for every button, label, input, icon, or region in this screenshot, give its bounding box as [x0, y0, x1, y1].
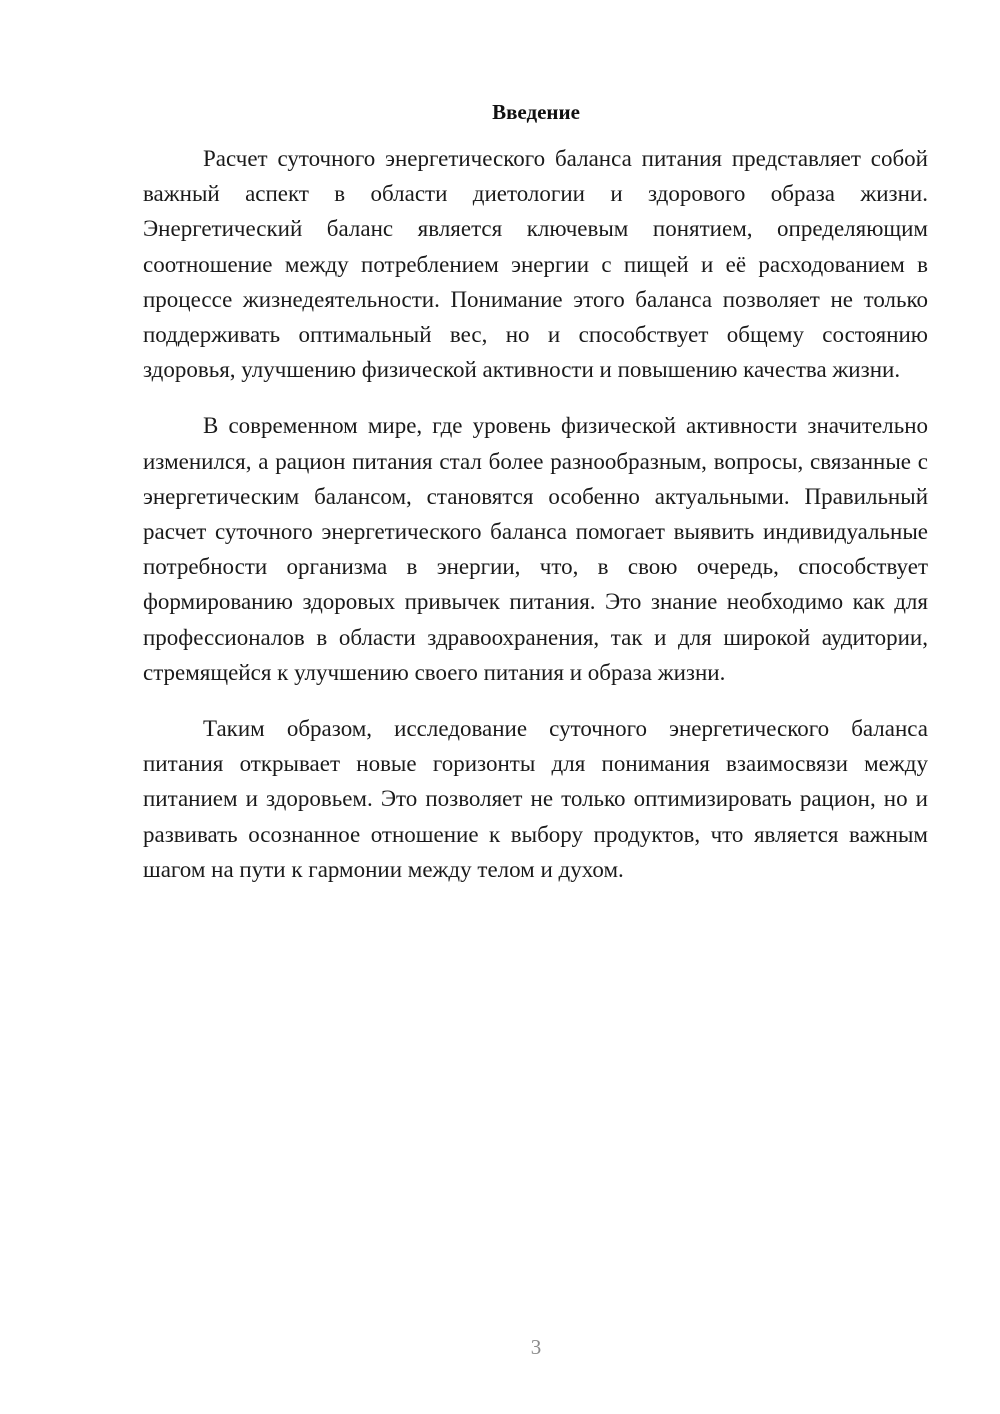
body-text [143, 141, 928, 908]
paragraph-1: Расчет суточного энергетического баланса питания представляет собой важный аспект в области диетологии и здорового образа жизни. Энергетический баланс является ключевым понятием, определяющим соотношение между потреблением энергии с пищей и её расходованием в процессе жизнедеятельности. Понимание этого баланса позволяет не только поддерживать оптимальный вес, но и способствует общему состоянию здоровья, улучшению физической активности и повышению качества жизни. [143, 146, 928, 383]
section-title: Введение [492, 100, 580, 124]
page-number: 3 [530, 1335, 542, 1359]
paragraph-3: Таким образом, исследование суточного энергетического баланса питания открывает новые горизонты для понимания взаимосвязи между питанием и здоровьем. Это позволяет не только оптимизировать рацион, но и развивать осознанное отношение к выбору продуктов, что является важным шагом на пути к гармонии между телом и духом. [143, 716, 928, 882]
paragraph-2: В современном мире, где уровень физической активности значительно изменился, а рацион питания стал более разнообразным, вопросы, связанные с энергетическим балансом, становятся особенно актуальными. Правильный расчет суточного энергетического баланса помогает выявить индивидуальные потребности организма в энергии, что, в свою очередь, способствует формированию здоровых привычек питания. Это знание необходимо как для профессионалов в области здравоохранения, так и для широкой аудитории, стремящейся к улучшению своего питания и образа жизни. [143, 413, 928, 685]
